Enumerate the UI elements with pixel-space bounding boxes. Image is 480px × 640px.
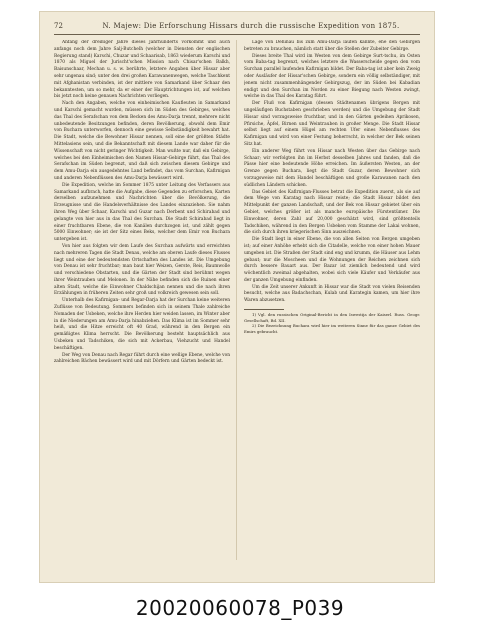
paragraph: Die Expedition, welche im Sommer 1875 unter Leitung des Verfassers aus Samarkand aufbrach, hatte die Aufgabe, diese Gegenden zu erforschen, Karten derselben aufzunehmen und Nachrichten über die Bevölkerung, die Erzeugnisse und die Handelsverhältnisse des Landes einzuziehen. Sie nahm ihren Weg über Schaar, Karschi und Guzar nach Derbent und Schirabad und gelangte von hier aus in das Thal des Surchan. Die Stadt Schirabad liegt in einer fruchtbaren Ebene, die von Kanälen durchzogen ist, und zählt gegen 5000 Einwohner; sie ist der Sitz eines Beks, welcher dem Emir von Buchara untergeben ist.: [54, 182, 230, 243]
paragraph: Dieses breite Thal wird im Westen von dem Gebirge Surt-tschu, im Osten vom Baba-tag begrenzt, welches letztere die Wasserscheide gegen den vom Surchan parallel laufenden Kafirnigan bildet. Der Baba-tag ist aber kein Zweig oder Ausläufer der Hissar'schen Gebirge, sondern ein völlig selbständiger, mit jenem nicht zusammenhängender Gebirgszug, der im Süden bei Kabadian endigt und den Surchan im Norden zu einer Biegung nach Westen zwingt, welche in das Thal des Karatag führt.: [244, 53, 420, 100]
paragraph: Der Fluß von Kafirnigan (dessen Städtenamen übrigens Bergen mit ungeläufigen Buchstaben geschrieben werden) und die Umgebung der Stadt Hissar sind vorzugsweise fruchtbar, und in den Gärten gedeihen Aprikosen, Pfirsiche, Äpfel, Birnen und Weintrauben in großer Menge. Die Stadt Hissar selbst liegt auf einem Hügel am rechten Ufer eines Nebenflusses des Kafirnigan und wird von einer Festung beherrscht, in welcher der Bek seinen Sitz hat.: [244, 101, 420, 147]
book-page: [40, 12, 434, 582]
paragraph: Lage von Dehinau bis zum Amu-Darja laufen kannte, ehe den Gebirgen betreten zu brauchen, nämlich statt über die Stellen der Zubeiter Gebirge.: [244, 40, 420, 52]
running-title: N. Majew: Die Erforschung Hissars durch die russische Expedition von 1875.: [102, 22, 400, 30]
image-id-caption: 20020060078_P039: [135, 596, 345, 620]
paragraph: Die Stadt liegt in einer Ebene, die von allen Seiten von Bergen umgeben ist; auf einer Anhöhe erhebt sich die Citadelle, welche von einer hohen Mauer umgeben ist. Die Straßen der Stadt sind eng und krumm, die Häuser aus Lehm gebaut; nur die Moscheen und die Wohnungen der Reichen zeichnen sich durch bessere Bauart aus. Der Bazar ist ziemlich bedeutend und wird wöchentlich zweimal abgehalten, wobei sich viele Käufer und Verkäufer aus der ganzen Umgebung einfinden.: [244, 237, 420, 283]
text-column-left: [54, 40, 230, 568]
paragraph: Anfang der dreißiger Jahre dieses Jahrhunderts vorkommt und auch anfangs noch dem Jahre Salj-Butchelh (welcher in Diensten der englischen Regierung stand) Karschi, Chuzar und Schaarisab, 1863 wiederum Karschi und 1870 als Miguel der Jurischt'schen Mission nach Chisar'schen Balkh, Baisunschaar, Mechan u. s. w. berührte, letztere Angaben über Hissar aber sehr ungenau sind; unter den drei großen Karawanenwegen, welche Taschkent mit Afghanistan verbinden, ist der mittlere von Samarkand über Schaar den bekanntesten, um so mehr, da er einer der Hauptrichtungen ist, auf welchen bis jetzt noch keine genauen Nachrichten vorliegen.: [54, 40, 230, 100]
text-column-right: [244, 40, 420, 568]
footnote: 2) Die Bezeichnung Buchara wird hier im weiteren Sinne für das ganze Gebiet des Emirs gebraucht.: [244, 323, 420, 334]
page-number: 72: [54, 22, 63, 30]
paragraph: Von hier aus folgten wir dem Laufe des Surchan aufwärts und erreichten nach mehreren Tagen die Stadt Denau, welche am oberen Laufe dieses Flusses liegt und eine der bedeutendsten Ortschaften des Landes ist. Die Umgebung von Denau ist sehr fruchtbar; man baut hier Weizen, Gerste, Reis, Baumwolle und verschiedene Obstarten, und die Gärten der Stadt sind berühmt wegen ihrer Weintrauben und Melonen. In der Nähe befinden sich die Ruinen einer alten Stadt, welche die Einwohner Chaldschijan nennen und die nach ihren Erzählungen in früheren Zeiten sehr groß und volkreich gewesen sein soll.: [54, 243, 230, 297]
page-header: [54, 20, 420, 34]
header-rule: [54, 34, 420, 35]
footnote: 1) Vgl. den russischen Original-Bericht in den Iswestija der Kaiserl. Russ. Geogr. Gesellschaft, Bd. XII.: [244, 312, 420, 323]
footnote-separator: [244, 309, 284, 310]
paragraph: Nach den Angaben, welche von einheimischen Kaufleuten in Samarkand und Karschi gemacht wurden, müssen sich im Süden des Gebirges, welches das Thal des Serafschan von dem Becken des Amu-Darja trennt, mehrere nicht unbedeutende Besitzungen befinden, deren Bevölkerung, obwohl dem Emir von Buchara unterworfen, dennoch eine gewisse Selbständigkeit bewahrt hat. Die Stadt, welche die Bewohner Hissar nennen, soll eine der größten Städte Mittelasiens sein, und die Bekanntschaft mit diesem Lande war daher für die Wissenschaft von nicht geringer Wichtigkeit. Man wußte nur, daß ein Gebirge, welches bei den Einheimischen den Namen Hissar-Gebirge führt, das Thal des Serafschan im Süden begrenzt, und daß sich zwischen diesem Gebirge und dem Amu-Darja ein ausgedehntes Land befindet, das vom Surchan, Kafirnigan und anderen Nebenflüssen des Amu-Darja bewässert wird.: [54, 101, 230, 181]
paragraph: Unterhalb des Kafirnigan- und Regar-Darja hat der Surchan keine weiteren Zuflüsse von Bedeutung. Sommers befinden sich in seinem Thale zahlreiche Nomaden der Usbeken, welche ihre Herden hier weiden lassen, im Winter aber in die Niederungen am Amu-Darja hinabziehen. Das Klima ist im Sommer sehr heiß, und die Hitze erreicht oft 40 Grad, während in den Bergen ein gemäßigtes Klima herrscht. Die Bevölkerung besteht hauptsächlich aus Usbeken und Tadschiken, die sich mit Ackerbau, Viehzucht und Handel beschäftigen.: [54, 298, 230, 351]
paragraph: Ein anderer Weg führt von Hissar nach Westen über das Gebirge nach Schaar; wir verfolgten ihn im Herbst desselben Jahres und fanden, daß die Pässe hier eine bedeutende Höhe erreichen. Im äußersten Westen, an der Grenze gegen Buchara, liegt die Stadt Guzar, deren Bewohner sich vorzugsweise mit dem Handel beschäftigen und große Karawanen nach den südlichen Ländern schicken.: [244, 148, 420, 188]
paragraph: Der Weg von Denau nach Regar führt durch eine wellige Ebene, welche von zahlreichen Bächen bewässert wird und mit Dörfern und Gärten bedeckt ist.: [54, 352, 230, 365]
paragraph: Das Gebiet des Kafirnigan-Flusses betrat die Expedition zuerst, als sie auf dem Wege von Karatag nach Hissar reiste; die Stadt Hissar bildet den Mittelpunkt der ganzen Landschaft, und der Bek von Hissar gebietet über ein Gebiet, welches größer ist als manche europäische Fürstentümer. Die Einwohner, deren Zahl auf 20,000 geschätzt wird, sind größtenteils Tadschiken, während in den Bergen Usbeken vom Stamme der Lakai wohnen, die sich durch ihren kriegerischen Sinn auszeichnen.: [244, 189, 420, 236]
paragraph: Um die Zeit unserer Ankunft in Hissar war die Stadt von vielen Reisenden besucht, welche aus Badachschan, Kulab und Karategin kamen, um hier ihre Waren abzusetzen.: [244, 284, 420, 304]
column-divider: [236, 40, 237, 560]
